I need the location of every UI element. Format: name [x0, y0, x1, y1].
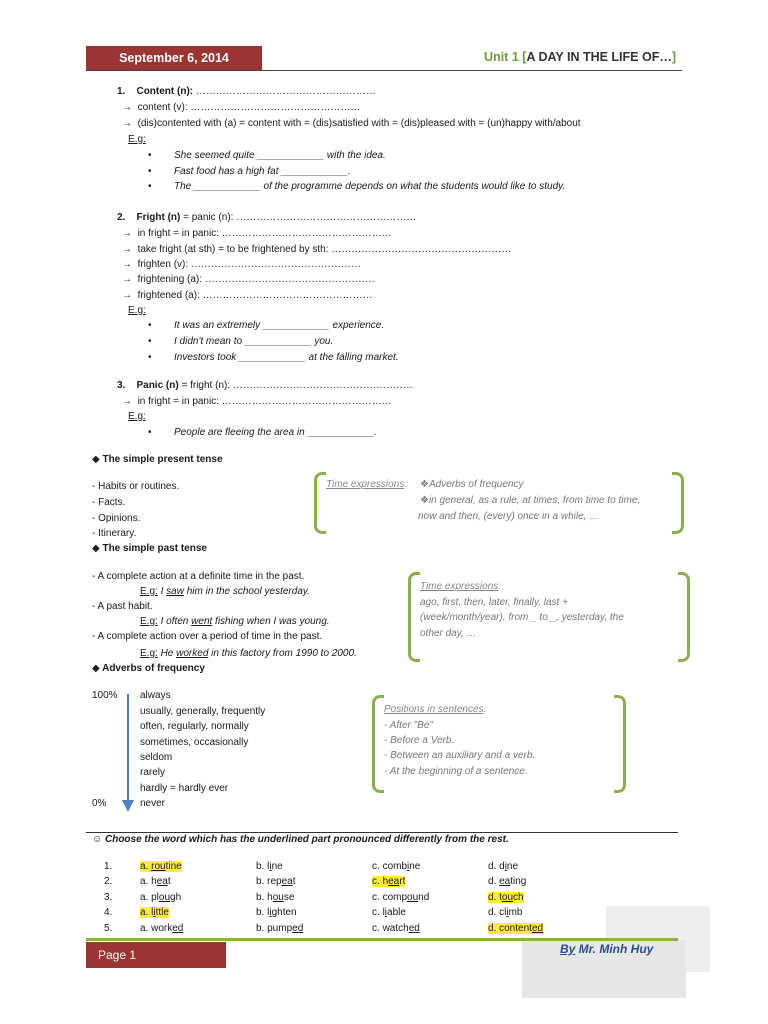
- arrow-down-icon: [122, 800, 134, 812]
- unit-title: Unit 1 [A DAY IN THE LIFE OF…]: [484, 50, 676, 64]
- arrow-icon: →: [122, 118, 132, 129]
- vocab-line: → content (v): ……………………………………………: [122, 102, 361, 113]
- past-tense-title: ◆ The simple past tense: [92, 543, 207, 554]
- answer-option[interactable]: d. contented: [488, 923, 544, 934]
- past-time-expr: ago, first, then, later, finally, last +: [420, 597, 568, 608]
- arrow-icon: →: [122, 244, 132, 255]
- vocab-line: → take fright (at sth) = to be frightened by sth: ………………………………………………: [122, 244, 512, 255]
- present-use: - Itinerary.: [92, 528, 137, 539]
- present-time-label: Time expressions:: [326, 479, 408, 490]
- arrow-icon: →: [122, 274, 132, 285]
- answer-option[interactable]: c. compound: [372, 892, 430, 903]
- frequency-level: seldom: [140, 752, 173, 763]
- vocab-line: → in fright = in panic: ……………………………………………: [122, 228, 392, 239]
- exercise-instruction: ☺ Choose the word which has the underlined part pronounced differently from the rest.: [92, 834, 509, 845]
- answer-option[interactable]: d. eating: [488, 876, 527, 887]
- past-use: - A past habit.: [92, 601, 153, 612]
- vocab-line: → frightened (a): ……………………………………………: [122, 290, 373, 301]
- vocab-panic-heading: 3. Panic (n) = fright (n): ………………………………………………: [117, 380, 413, 391]
- answer-option[interactable]: a. worked: [140, 923, 184, 934]
- frequency-level: never: [140, 798, 166, 809]
- left-brace: [372, 695, 384, 793]
- right-brace: [678, 572, 690, 662]
- question-number: 1.: [104, 861, 113, 872]
- present-use: - Facts.: [92, 497, 126, 508]
- answer-option[interactable]: b. line: [256, 861, 283, 872]
- arrow-icon: →: [122, 228, 132, 239]
- answer-option[interactable]: b. pumped: [256, 923, 304, 934]
- answer-option[interactable]: b. house: [256, 892, 295, 903]
- arrow-icon: →: [122, 396, 132, 407]
- position-item: - At the beginning of a sentence.: [384, 766, 528, 777]
- past-example: E.g: He worked in this factory from 1990 to 2000.: [140, 648, 357, 659]
- eg-label: E.g:: [128, 411, 146, 422]
- present-time-expr: ❖Adverbs of frequency: [420, 479, 524, 490]
- past-time-label: Time expressions:: [420, 581, 502, 592]
- frequency-level: usually, generally, frequently: [140, 706, 266, 717]
- example-sentence: • I didn't mean to ____________ you.: [174, 336, 333, 347]
- past-time-expr: other day, …: [420, 628, 477, 639]
- arrow-icon: →: [122, 102, 132, 113]
- frequency-top-percent: 100%: [92, 690, 118, 701]
- left-brace: [314, 472, 326, 534]
- exercise-divider: [86, 832, 678, 833]
- present-use: - Opinions.: [92, 513, 141, 524]
- vocab-line: → (dis)contented with (a) = content with = (dis)satisfied with = (dis)pleased with = (un)happy with/about: [122, 118, 581, 129]
- past-use: - A complete action at a definite time in the past.: [92, 571, 305, 582]
- author-credit: By Mr. Minh Huy: [560, 942, 654, 956]
- question-number: 3.: [104, 892, 113, 903]
- position-item: - Between an auxiliary and a verb.: [384, 750, 536, 761]
- position-item: - After "Be": [384, 720, 433, 731]
- header-divider: [86, 70, 682, 71]
- arrow-icon: →: [122, 290, 132, 301]
- present-use: - Habits or routines.: [92, 481, 180, 492]
- answer-option[interactable]: c. combine: [372, 861, 421, 872]
- answer-option[interactable]: c. liable: [372, 907, 406, 918]
- frequency-level: often, regularly, normally: [140, 721, 249, 732]
- present-time-expr: now and then, (every) once in a while, …: [418, 511, 600, 522]
- answer-option[interactable]: a. little: [140, 907, 169, 918]
- past-use: - A complete action over a period of time in the past.: [92, 631, 323, 642]
- arrow-icon: →: [122, 259, 132, 270]
- question-number: 2.: [104, 876, 113, 887]
- frequency-level: always: [140, 690, 171, 701]
- answer-option[interactable]: d. dine: [488, 861, 519, 872]
- adverbs-title: ◆ Adverbs of frequency: [92, 663, 205, 674]
- past-example: E.g: I often went fishing when I was young.: [140, 616, 330, 627]
- answer-option[interactable]: a. plough: [140, 892, 182, 903]
- question-number: 5.: [104, 923, 113, 934]
- present-time-expr: ❖in general, as a rule, at times, from time to time,: [420, 495, 641, 506]
- right-brace: [672, 472, 684, 534]
- frequency-level: hardly = hardly ever: [140, 783, 229, 794]
- position-item: - Before a Verb.: [384, 735, 455, 746]
- right-brace: [614, 695, 626, 793]
- example-sentence: • Fast food has a high fat ____________.: [174, 166, 351, 177]
- example-sentence: • She seemed quite ____________ with the idea.: [174, 150, 386, 161]
- answer-option[interactable]: d. climb: [488, 907, 523, 918]
- vocab-content-heading: 1. Content (n): ………………………………………………: [117, 86, 376, 97]
- answer-option[interactable]: b. lighten: [256, 907, 297, 918]
- example-sentence: • Investors took ____________ at the falling market.: [174, 352, 399, 363]
- frequency-arrow: [127, 694, 129, 802]
- vocab-line: → frightening (a): ……………………………………………: [122, 274, 375, 285]
- present-tense-title: ◆ The simple present tense: [92, 454, 223, 465]
- footer-divider: [86, 938, 678, 941]
- past-example: E.g: I saw him in the school yesterday.: [140, 586, 310, 597]
- frequency-level: sometimes, occasionally: [140, 737, 249, 748]
- frequency-bottom-percent: 0%: [92, 798, 107, 809]
- answer-option[interactable]: c. heart: [372, 876, 406, 887]
- vocab-fright-heading: 2. Fright (n) = panic (n): ………………………………………………: [117, 212, 417, 223]
- answer-option[interactable]: a. routine: [140, 861, 182, 872]
- vocab-line: → frighten (v): ……………………………………………: [122, 259, 361, 270]
- answer-option[interactable]: b. repeat: [256, 876, 296, 887]
- answer-option[interactable]: a. heat: [140, 876, 171, 887]
- example-sentence: • It was an extremely ____________ experience.: [174, 320, 384, 331]
- eg-label: E.g:: [128, 305, 146, 316]
- frequency-level: rarely: [140, 767, 166, 778]
- page-number: Page 1: [86, 942, 226, 968]
- positions-label: Positions in sentences:: [384, 704, 487, 715]
- answer-option[interactable]: c. watched: [372, 923, 420, 934]
- answer-option[interactable]: d. touch: [488, 892, 524, 903]
- question-number: 4.: [104, 907, 113, 918]
- left-brace: [408, 572, 420, 662]
- vocab-line: → in fright = in panic: ……………………………………………: [122, 396, 392, 407]
- example-sentence: • The ____________ of the programme depends on what the students would like to study.: [174, 181, 565, 192]
- example-sentence: • People are fleeing the area in ____________.: [174, 427, 377, 438]
- header-date: September 6, 2014: [86, 46, 262, 70]
- eg-label: E.g:: [128, 134, 146, 145]
- past-time-expr: (week/month/year), from _ to _, yesterday, the: [420, 612, 624, 623]
